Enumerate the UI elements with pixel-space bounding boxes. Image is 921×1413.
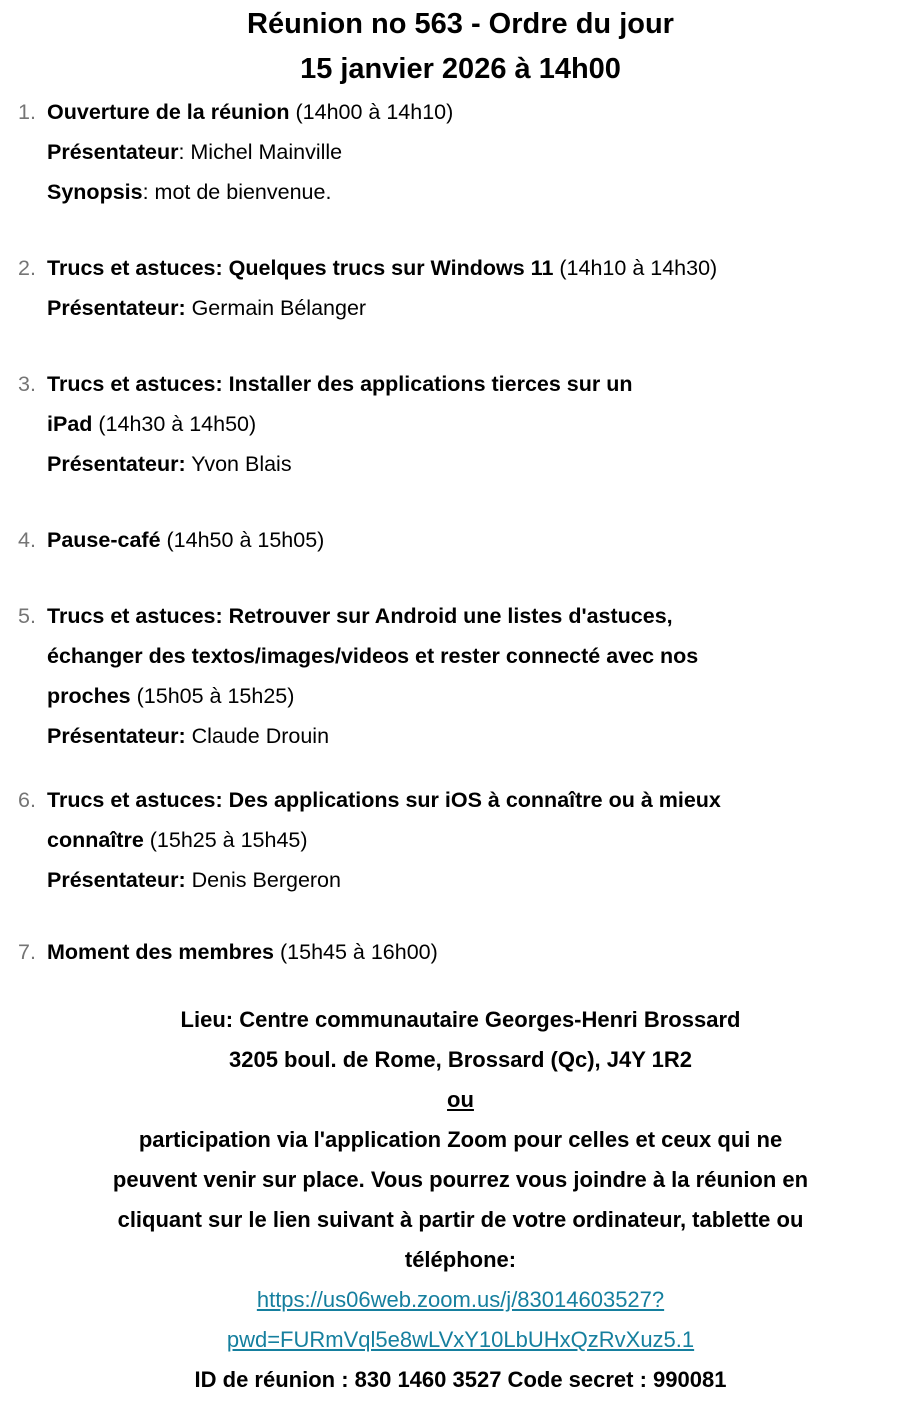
item-time: (14h00 à 14h10)	[289, 100, 454, 124]
agenda-item-2	[0, 248, 921, 328]
agenda-list	[0, 92, 921, 972]
zoom-link-line-1[interactable]: https://us06web.zoom.us/j/83014603527?	[256, 1287, 665, 1312]
item-number: 5.	[18, 604, 36, 628]
item-number: 3.	[18, 372, 36, 396]
item-time: (14h30 à 14h50)	[92, 412, 257, 436]
presenter-name: Yvon Blais	[185, 452, 292, 476]
item-title-text: Moment des membres	[47, 940, 275, 964]
or-separator: ou	[447, 1087, 474, 1112]
zoom-participation-text: participation via l'application Zoom pour celles et ceux qui ne peuvent venir sur place. Vous pourrez vous joindre à la réunion en cliquant sur le lien suivant à partir de votre ordinateur, tablette ou téléphone:	[112, 1127, 809, 1272]
item-title-text: Trucs et astuces: Des applications sur iOS à connaître ou à mieux connaître	[47, 788, 721, 852]
item-number: 7.	[18, 940, 36, 964]
item-time: (15h25 à 15h45)	[143, 828, 308, 852]
presenter-name: Claude Drouin	[185, 724, 330, 748]
item-time: (14h10 à 14h30)	[553, 256, 718, 280]
item-presenter	[47, 288, 905, 328]
agenda-item-6	[0, 780, 921, 900]
item-time: (15h05 à 15h25)	[130, 684, 295, 708]
item-title-text: Trucs et astuces: Quelques trucs sur Windows 11	[47, 256, 554, 280]
presenter-label: Présentateur:	[47, 296, 186, 320]
item-presenter	[47, 860, 905, 900]
agenda-item-3	[0, 364, 921, 484]
presenter-name: : Michel Mainville	[178, 140, 343, 164]
item-title	[47, 780, 905, 860]
item-time: (14h50 à 15h05)	[160, 528, 325, 552]
meeting-id-line: ID de réunion : 830 1460 3527 Code secret : 990081	[194, 1367, 727, 1392]
page-title-date: 15 janvier 2026 à 14h00	[300, 53, 621, 85]
location-line-2: 3205 boul. de Rome, Brossard (Qc), J4Y 1R2	[229, 1047, 692, 1072]
item-synopsis	[47, 172, 905, 212]
item-title	[47, 364, 905, 444]
footer	[0, 1000, 921, 1400]
page-title: Réunion no 563 - Ordre du jour	[247, 8, 674, 40]
presenter-label: Présentateur	[47, 140, 179, 164]
presenter-name: Germain Bélanger	[185, 296, 367, 320]
presenter-name: Denis Bergeron	[185, 868, 341, 892]
zoom-link-line-2[interactable]: pwd=FURmVql5e8wLVxY10LbUHxQzRvXuz5.1	[226, 1327, 695, 1352]
item-title	[47, 248, 905, 288]
item-presenter	[47, 132, 905, 172]
item-presenter	[47, 444, 905, 484]
item-time: (15h45 à 16h00)	[274, 940, 438, 964]
item-title-text: Trucs et astuces: Installer des applications tierces sur un iPad	[47, 372, 633, 436]
presenter-label: Présentateur:	[47, 724, 186, 748]
item-number: 1.	[18, 100, 36, 124]
item-title	[47, 520, 905, 560]
synopsis-label: Synopsis	[47, 180, 143, 204]
presenter-label: Présentateur:	[47, 868, 186, 892]
synopsis-text: : mot de bienvenue.	[142, 180, 332, 204]
agenda-item-1	[0, 92, 921, 212]
item-title	[47, 596, 905, 716]
agenda-item-4	[0, 520, 921, 560]
item-title-text: Trucs et astuces: Retrouver sur Android une listes d'astuces, échanger des textos/images/videos et rester connecté avec nos proches	[47, 604, 699, 708]
item-title	[47, 92, 905, 132]
agenda-item-5	[0, 596, 921, 756]
item-number: 2.	[18, 256, 36, 280]
item-number: 4.	[18, 528, 36, 552]
item-title	[47, 932, 905, 972]
item-title-text: Ouverture de la réunion	[47, 100, 290, 124]
item-presenter	[47, 716, 905, 756]
item-number: 6.	[18, 788, 36, 812]
zoom-link-wrap	[0, 1280, 921, 1360]
zoom-meeting-link[interactable]	[227, 1287, 694, 1352]
agenda-item-7	[0, 932, 921, 972]
item-title-text: Pause-café	[47, 528, 161, 552]
location-line-1: Lieu: Centre communautaire Georges-Henri Brossard	[180, 1007, 741, 1032]
presenter-label: Présentateur:	[47, 452, 186, 476]
